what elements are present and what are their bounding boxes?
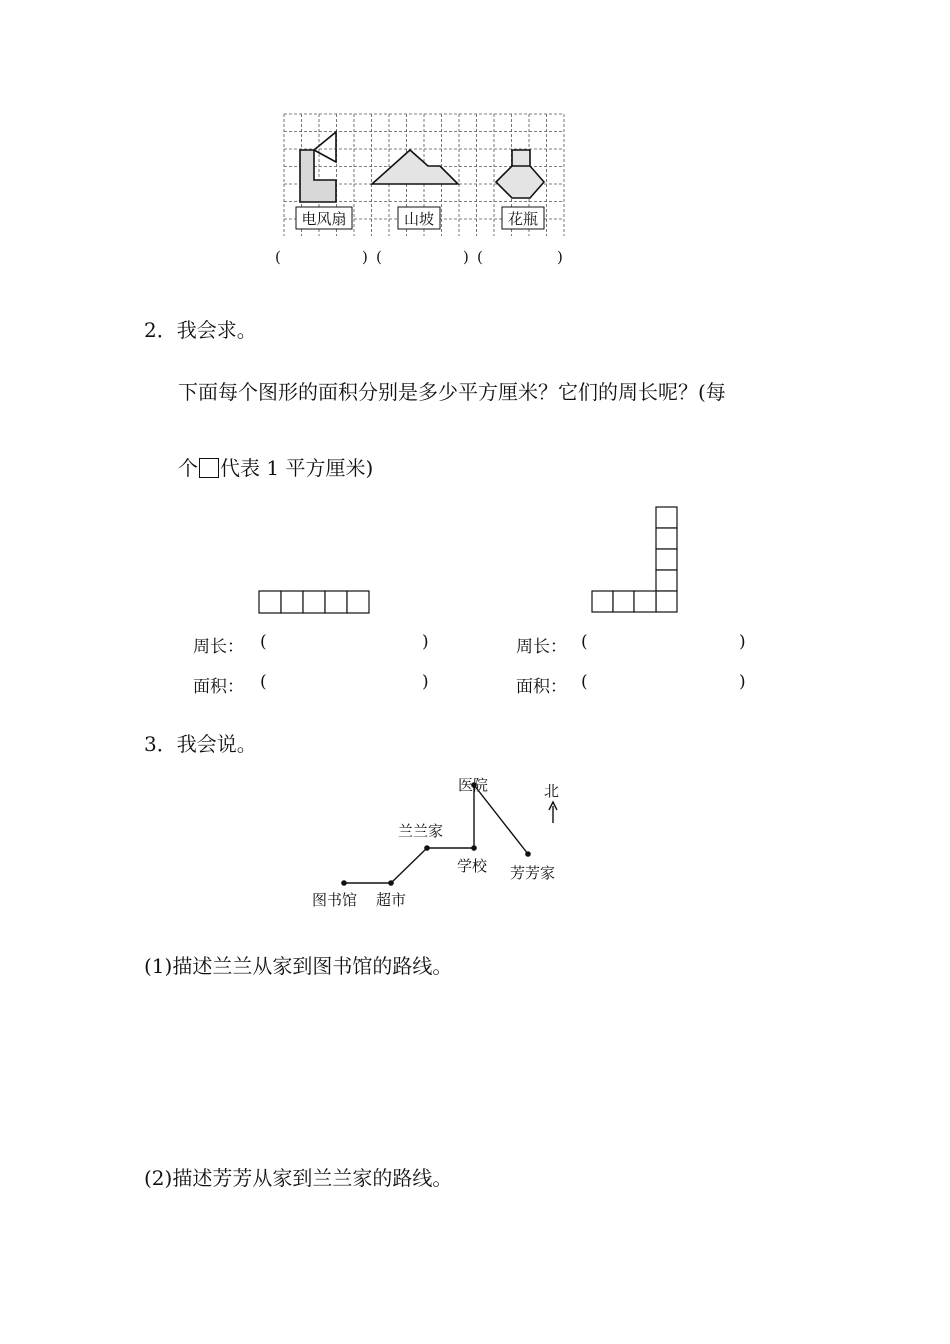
- square: [303, 591, 325, 613]
- unit-square-icon: [199, 458, 219, 478]
- left-area-label: 面积：: [193, 677, 244, 697]
- label-north: 北: [544, 782, 560, 800]
- answer-blank-2-open: (: [376, 248, 382, 266]
- label-slope: 山坡: [403, 210, 435, 228]
- point-library: [341, 880, 347, 886]
- right-perimeter-label: 周长：: [516, 637, 567, 657]
- square: [259, 591, 281, 613]
- left-perimeter-close: ): [422, 632, 429, 652]
- answer-blank-3-open: (: [477, 248, 483, 266]
- answer-blank-2-close: ): [463, 248, 469, 266]
- square: [656, 528, 677, 549]
- square: [634, 591, 656, 612]
- label-lanlan-home: 兰兰家: [398, 822, 444, 840]
- right-perimeter-close: ): [739, 632, 746, 652]
- right-area-close: ): [739, 672, 746, 692]
- question-line2-post: 代表 1 平方厘米): [220, 456, 374, 480]
- left-perimeter-open: (: [260, 632, 267, 652]
- label-library: 图书馆: [312, 891, 358, 909]
- answer-blank-1-open: (: [275, 248, 281, 266]
- square: [656, 507, 677, 528]
- label-fan: 电风扇: [301, 210, 347, 228]
- square: [592, 591, 613, 612]
- question-line2-pre: 个: [178, 456, 198, 480]
- section3-heading: 3．我会说。: [144, 732, 257, 756]
- answer-blank-3-close: ): [557, 248, 563, 266]
- square: [656, 570, 677, 591]
- label-school: 学校: [457, 857, 488, 875]
- point-fangfang-home: [525, 851, 531, 857]
- vase-shape: [496, 150, 544, 198]
- left-perimeter-label: 周长：: [193, 637, 244, 657]
- right-perimeter-open: (: [581, 632, 588, 652]
- point-lanlan-home: [424, 845, 430, 851]
- label-supermarket: 超市: [376, 891, 407, 909]
- right-area-label: 面积：: [516, 677, 567, 697]
- fan-shape: [300, 132, 336, 202]
- point-supermarket: [388, 880, 394, 886]
- square: [656, 591, 677, 612]
- left-area-close: ): [422, 672, 429, 692]
- section2-question-line1: 下面每个图形的面积分别是多少平方厘米？它们的周长呢？(每: [178, 380, 726, 404]
- slope-shape: [372, 150, 458, 184]
- square: [613, 591, 634, 612]
- section2-question-line2: [178, 452, 373, 481]
- square: [347, 591, 369, 613]
- label-hospital: 医院: [458, 776, 489, 794]
- grid-figures: [280, 110, 570, 240]
- point-school: [471, 845, 477, 851]
- square: [656, 549, 677, 570]
- question-1: (1)描述兰兰从家到图书馆的路线。: [144, 954, 453, 978]
- square: [281, 591, 303, 613]
- label-fangfang-home: 芳芳家: [510, 864, 556, 882]
- left-figure: [258, 590, 372, 616]
- left-area-open: (: [260, 672, 267, 692]
- question-2: (2)描述芳芳从家到兰兰家的路线。: [144, 1166, 453, 1190]
- answer-blank-1-close: ): [362, 248, 368, 266]
- right-area-open: (: [581, 672, 588, 692]
- route-map: [300, 768, 580, 918]
- right-figure: [590, 506, 682, 618]
- section2-heading: 2．我会求。: [144, 318, 257, 342]
- label-vase: 花瓶: [507, 210, 539, 228]
- square: [325, 591, 347, 613]
